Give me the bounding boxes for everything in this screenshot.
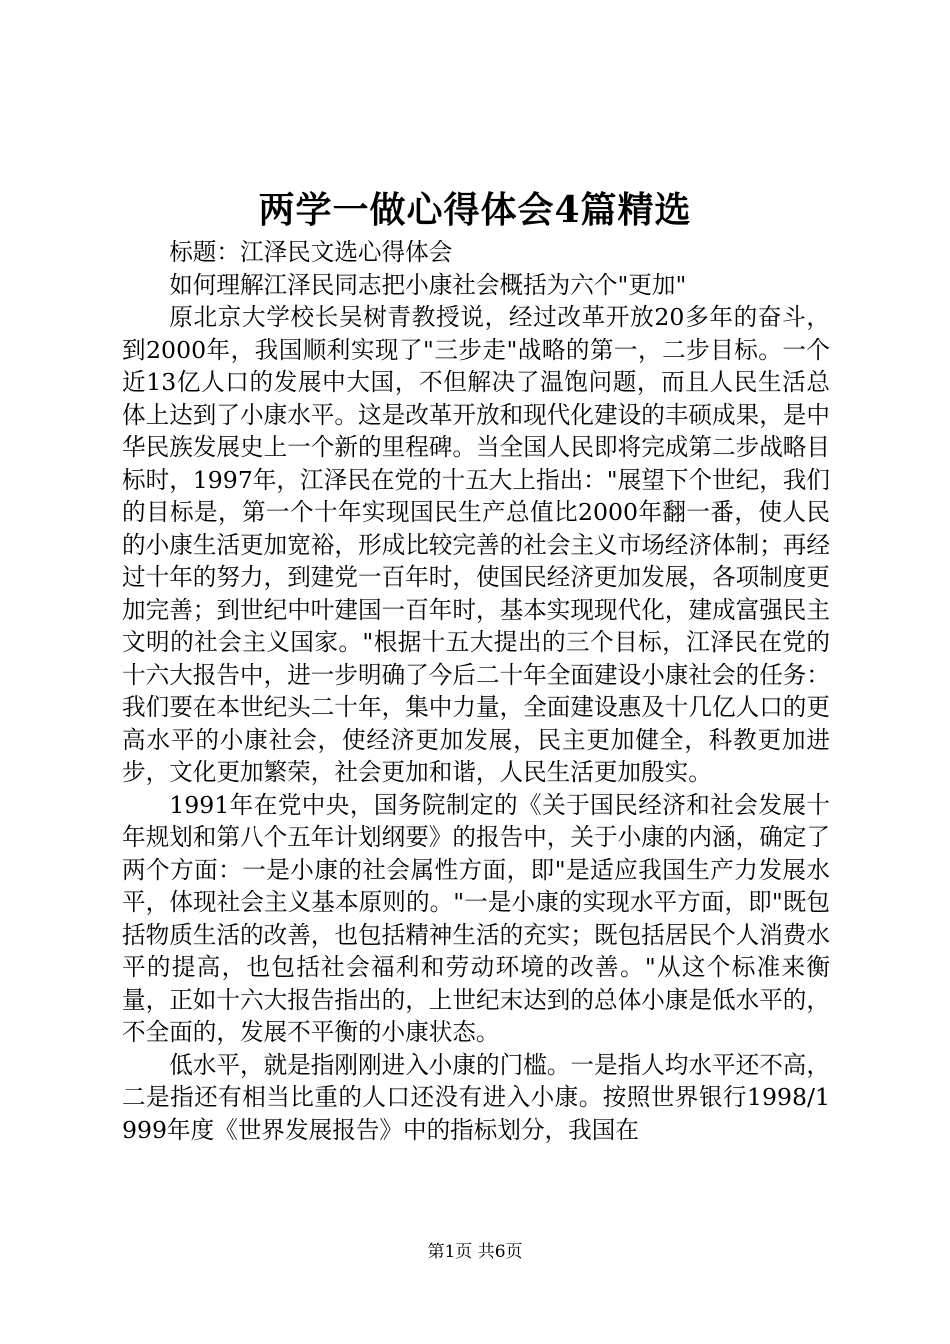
page-footer: 第1页 共6页 — [427, 1242, 523, 1262]
document-title: 两学一做心得体会4篇精选 — [258, 189, 692, 231]
paragraph-2: 1991年在党中央，国务院制定的《关于国民经济和社会发展十年规划和第八个五年计划纲要》的报告中，关于小康的内涵，确定了两个方面：一是小康的社会属性方面，即"是适应我国生产力发展水平，体现社会主义基本原则的。"一是小康的实现水平方面，即"既包括物质生活的改善，也包括精神生活的充实；既包括居民个人消费水平的提高，也包括社会福利和劳动环境的改善。"从这个标准来衡量，正如十六大报告指出的，上世纪末达到的总体小康是低水平的，不全面的，发展不平衡的小康状态。 — [122, 790, 830, 1046]
paragraph-1: 原北京大学校长吴树青教授说，经过改革开放20多年的奋斗，到2000年，我国顺利实现了"三步走"战略的第一，二步目标。一个近13亿人口的发展中大国，不但解决了温饱问题，而且人民生活总体上达到了小康水平。这是改革开放和现代化建设的丰硕成果，是中华民族发展史上一个新的里程碑。当全国人民即将完成第二步战略目标时，1997年，江泽民在党的十五大上指出："展望下个世纪，我们的目标是，第一个十年实现国民生产总值比2000年翻一番，使人民的小康生活更加宽裕，形成比较完善的社会主义市场经济体制；再经过十年的努力，到建党一百年时，使国民经济更加发展，各项制度更加完善；到世纪中叶建国一百年时，基本实现现代化，建成富强民主文明的社会主义国家。"根据十五大提出的三个目标，江泽民在党的十六大报告中，进一步明确了今后二十年全面建设小康社会的任务：我们要在本世纪头二十年，集中力量，全面建设惠及十几亿人口的更高水平的小康社会，使经济更加发展，民主更加健全，科教更加进步，文化更加繁荣，社会更加和谐，人民生活更加殷实。 — [122, 303, 830, 786]
document-body — [122, 236, 830, 1146]
paragraph-3: 低水平，就是指刚刚进入小康的门槛。一是指人均水平还不高，二是指还有相当比重的人口还没有进入小康。按照世界银行1998/1999年度《世界发展报告》中的指标划分，我国在 — [122, 1050, 830, 1144]
heading-line: 如何理解江泽民同志把小康社会概括为六个"更加" — [169, 270, 687, 299]
subtitle-line: 标题：江泽民文选心得体会 — [169, 238, 453, 266]
